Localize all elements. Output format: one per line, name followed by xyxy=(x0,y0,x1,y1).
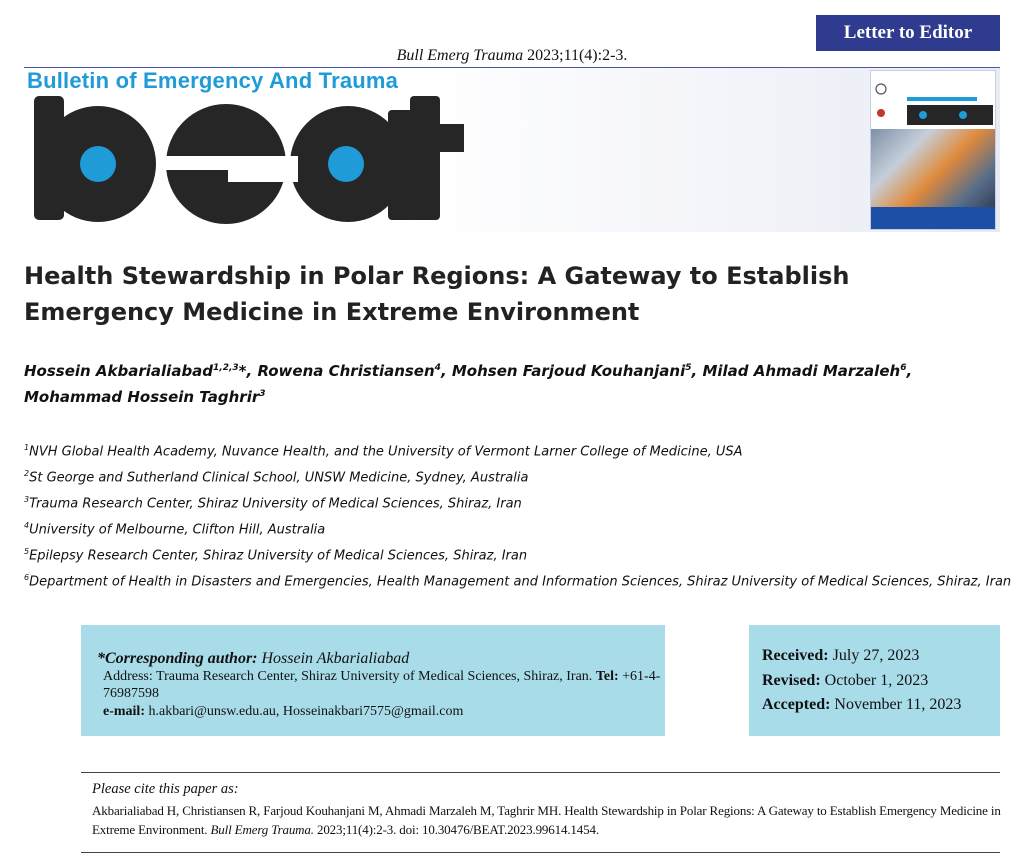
affiliation-list xyxy=(24,437,1014,593)
article-dates-box xyxy=(749,625,1000,736)
title-line-1: Health Stewardship in Polar Regions: A Gateway to Establish xyxy=(24,262,850,290)
cite-journal: Bull Emerg Trauma. xyxy=(210,822,314,837)
tel-value: +61-4-76987598 xyxy=(103,668,661,701)
revised-date: Revised: October 1, 2023 xyxy=(762,671,929,689)
email-label: e-mail: xyxy=(103,703,145,719)
citation-rule-top xyxy=(81,772,1000,773)
affiliation: $^2$St George and Sutherland Clinical School, UNSW Medicine, Sydney, Australia xyxy=(24,469,529,486)
corresponding-author-box xyxy=(81,625,665,736)
article-type-badge: Letter to Editor xyxy=(816,15,1000,51)
author: Mohsen Farjoud Kouhanjani$^5$, xyxy=(451,362,703,380)
cite-text: Akbarialiabad H, Christiansen R, Farjoud Kouhanjani M, Ahmadi Marzaleh M, Taghrir MH. Health Stewardship in Polar Regions: A Gateway to Establish Emergency Medicine in Extreme Environment. Bull Emerg Trauma. 2023;11(4):2-3. doi: 10.30476/BEAT.2023.99614.1454. xyxy=(92,803,1001,837)
running-journal-abbrev: Bull Emerg Trauma xyxy=(396,47,524,64)
affiliation: $^1$NVH Global Health Academy, Nuvance Health, and the University of Vermont Larner College of Medicine, USA xyxy=(24,443,743,460)
affiliation: $^4$University of Melbourne, Clifton Hill, Australia xyxy=(24,521,326,538)
running-issue: 2023;11(4):2-3. xyxy=(523,47,628,64)
journal-name: Bulletin of Emergency And Trauma xyxy=(27,68,399,93)
cover-photo xyxy=(871,129,995,207)
author: Hossein Akbarialiabad$^{1,2,3}$*, xyxy=(24,362,258,380)
author: Rowena Christiansen$^4$, xyxy=(257,362,452,380)
corresponding-author: *Corresponding author: Hossein Akbarialiabad xyxy=(97,650,410,667)
article-title xyxy=(24,258,1004,330)
received-date: Received: July 27, 2023 xyxy=(762,647,920,664)
corresponding-address: Address: Trauma Research Center, Shiraz University of Medical Sciences, Shiraz, Iran. Tel: +61-4-76987598 e-mail: h.akbari@unsw.edu.au, Hosseinakbari7575@gmail.com xyxy=(103,668,661,719)
accepted-date: Accepted: November 11, 2023 xyxy=(762,696,962,713)
beat-logo xyxy=(28,96,468,224)
journal-cover-thumbnail xyxy=(870,70,996,230)
affiliation: $^3$Trauma Research Center, Shiraz University of Medical Sciences, Shiraz, Iran xyxy=(24,495,522,512)
author: Mohammad Hossein Taghrir$^3$ xyxy=(24,388,266,406)
cite-label: Please cite this paper as: xyxy=(92,781,239,797)
running-citation xyxy=(0,47,1024,65)
title-line-2: Emergency Medicine in Extreme Environment xyxy=(24,298,640,326)
author: Milad Ahmadi Marzaleh$^6$, xyxy=(702,362,913,380)
citation-rule-bottom xyxy=(81,852,1000,853)
tel-label: Tel: xyxy=(595,668,619,684)
affiliation: $^5$Epilepsy Research Center, Shiraz University of Medical Sciences, Shiraz, Iran xyxy=(24,547,528,564)
cover-header xyxy=(871,71,995,129)
author-list xyxy=(24,357,1014,409)
affiliation: $^6$Department of Health in Disasters and Emergencies, Health Management and Information Sciences, Shiraz University of Medical Sciences, Shiraz, Iran xyxy=(24,573,1012,590)
cover-band xyxy=(871,207,995,229)
email-value[interactable]: h.akbari@unsw.edu.au, Hosseinakbari7575@gmail.com xyxy=(144,703,464,719)
